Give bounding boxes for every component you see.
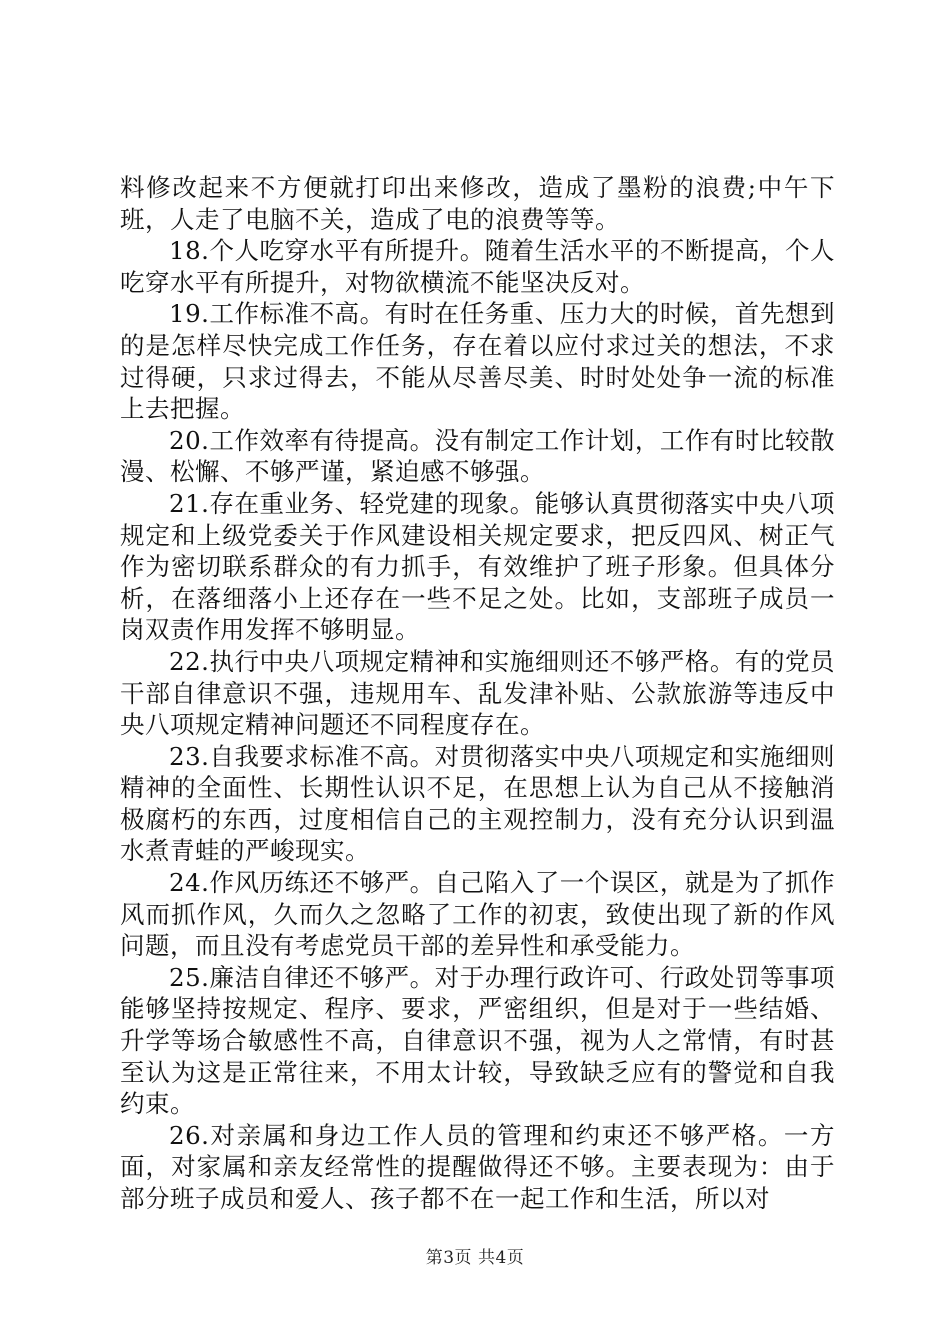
- paragraph-item-24: 24.作风历练还不够严。自己陷入了一个误区，就是为了抓作风而抓作风，久而久之忽略了工作的初衷，致使出现了新的作风问题，而且没有考虑党员干部的差异性和承受能力。: [120, 868, 835, 961]
- page-footer: [0, 1243, 950, 1268]
- paragraph-item-19: 19.工作标准不高。有时在任务重、压力大的时候，首先想到的是怎样尽快完成工作任务，存在着以应付求过关的想法，不求过得硬，只求过得去，不能从尽善尽美、时时处处争一流的标准上去把握。: [120, 299, 835, 424]
- paragraph-item-20: 20.工作效率有待提高。没有制定工作计划，工作有时比较散漫、松懈、不够严谨，紧迫感不够强。: [120, 425, 835, 487]
- paragraph-continuation: 料修改起来不方便就打印出来修改，造成了墨粉的浪费;中午下班，人走了电脑不关，造成了电的浪费等等。: [120, 173, 835, 234]
- page-number-label: 第3页 共4页: [425, 1248, 525, 1268]
- document-body: [120, 172, 835, 1215]
- paragraph-item-25: 25.廉洁自律还不够严。对于办理行政许可、行政处罚等事项能够坚持按规定、程序、要求，严密组织，但是对于一些结婚、升学等场合敏感性不高，自律意识不强，视为人之常情，有时甚至认为这是正常往来，不用太计较，导致缺乏应有的警觉和自我约束。: [120, 962, 835, 1119]
- paragraph-item-18: 18.个人吃穿水平有所提升。随着生活水平的不断提高，个人吃穿水平有所提升，对物欲横流不能坚决反对。: [120, 236, 835, 297]
- paragraph-item-22: 22.执行中央八项规定精神和实施细则还不够严格。有的党员干部自律意识不强，违规用车、乱发津补贴、公款旅游等违反中央八项规定精神问题还不同程度存在。: [120, 646, 835, 740]
- paragraph-item-23: 23.自我要求标准不高。对贯彻落实中央八项规定和实施细则精神的全面性、长期性认识不足，在思想上认为自己从不接触消极腐朽的东西，过度相信自己的主观控制力，没有充分认识到温水煮青蛙的严峻现实。: [120, 741, 835, 866]
- paragraph-item-21: 21.存在重业务、轻党建的现象。能够认真贯彻落实中央八项规定和上级党委关于作风建设相关规定要求，把反四风、树正气作为密切联系群众的有力抓手，有效维护了班子形象。但具体分析，在落细落小上还存在一些不足之处。比如，支部班子成员一岗双责作用发挥不够明显。: [120, 488, 835, 645]
- paragraph-item-26: 26.对亲属和身边工作人员的管理和约束还不够严格。一方面，对家属和亲友经常性的提醒做得还不够。主要表现为：由于部分班子成员和爱人、孩子都不在一起工作和生活，所以对: [120, 1120, 835, 1213]
